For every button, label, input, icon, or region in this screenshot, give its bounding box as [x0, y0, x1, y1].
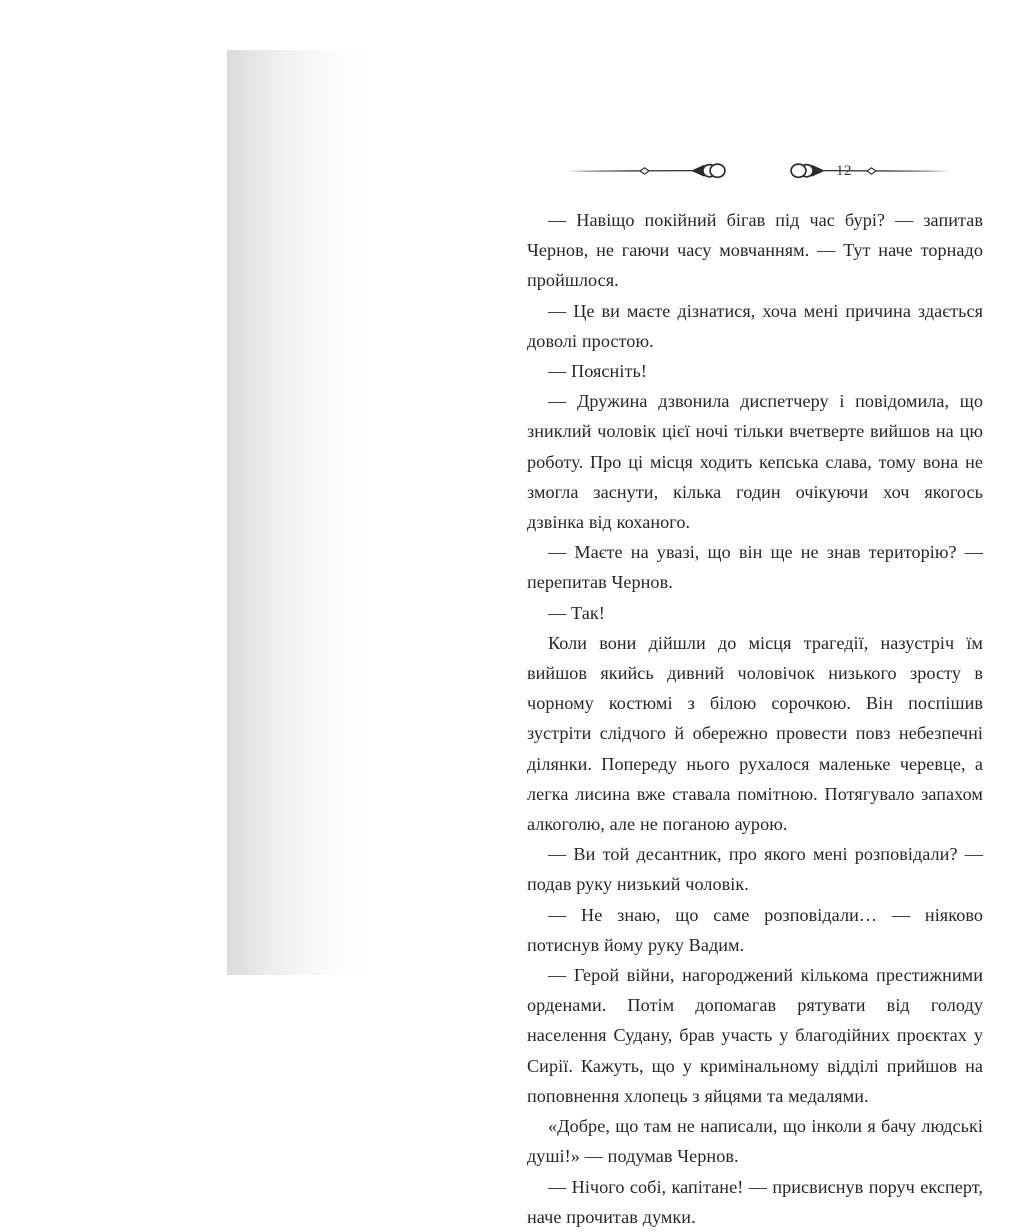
scanned-book-page [227, 50, 1024, 1227]
paragraph: — Не знаю, що саме розповідали… — ніяково потиснув йому руку Вадим. [527, 904, 983, 955]
paragraph: — Дружина дзвонила диспетчеру і повідомила, що зниклий чоловік цієї ночі тільки вчетверте вийшов на цю роботу. Про ці місця ходить кепська слава, тому вона не змогла заснути, кілька годин очікуючи хоч якогось дзвінка від коханого. [527, 391, 983, 533]
paragraph: — Поясніть! [548, 361, 647, 382]
paragraph: — Герой війни, нагороджений кількома престижними орденами. Потім допомагав рятувати від голоду населення Судану, брав участь у благодійних проєктах у Сирії. Кажуть, що у кримінальному відділі прийшов на поповнення хлопець з яйцями та медалями. [527, 965, 983, 1106]
paragraph: — Маєте на увазі, що він ще не знав територію? — перепитав Чернов. [527, 542, 983, 593]
paragraph: «Добре, що там не написали, що інколи я бачу людські душі!» — подумав Чернов. [527, 1116, 983, 1167]
paragraph: Коли вони дійшли до місця трагедії, назустріч їм вийшов якийсь дивний чоловічок низького зросту в чорному костюмі з білою сорочкою. Він поспішив зустріти слідчого й обережно провести повз небезпечні ділянки. Попереду нього рухалося маленьке черевце, а легка лисина вже ставала помітною. Потягувало запахом алкоголю, але не поганою аурою. [527, 632, 983, 835]
page-number: 12 [836, 163, 852, 179]
ornament-rule-right-icon [780, 154, 952, 188]
body-text-column [527, 205, 983, 1232]
paragraph: — Ви той десантник, про якого мені розповідали? — подав руку низький чоловік. [527, 844, 983, 895]
page-header-ornament-band [564, 154, 952, 188]
paragraph: — Нічого собі, капітане! — присвиснув поруч експерт, наче прочитав думки. [527, 1176, 983, 1227]
paragraph: — Так! [548, 602, 605, 623]
ornament-rule-left-icon [564, 154, 736, 188]
paragraph: — Це ви маєте дізнатися, хоча мені причина здається доволі простою. [527, 300, 983, 351]
paragraph: — Навіщо покійний бігав під час бурі? — запитав Чернов, не гаючи часу мовчанням. — Тут наче торнадо пройшлося. [527, 210, 983, 291]
